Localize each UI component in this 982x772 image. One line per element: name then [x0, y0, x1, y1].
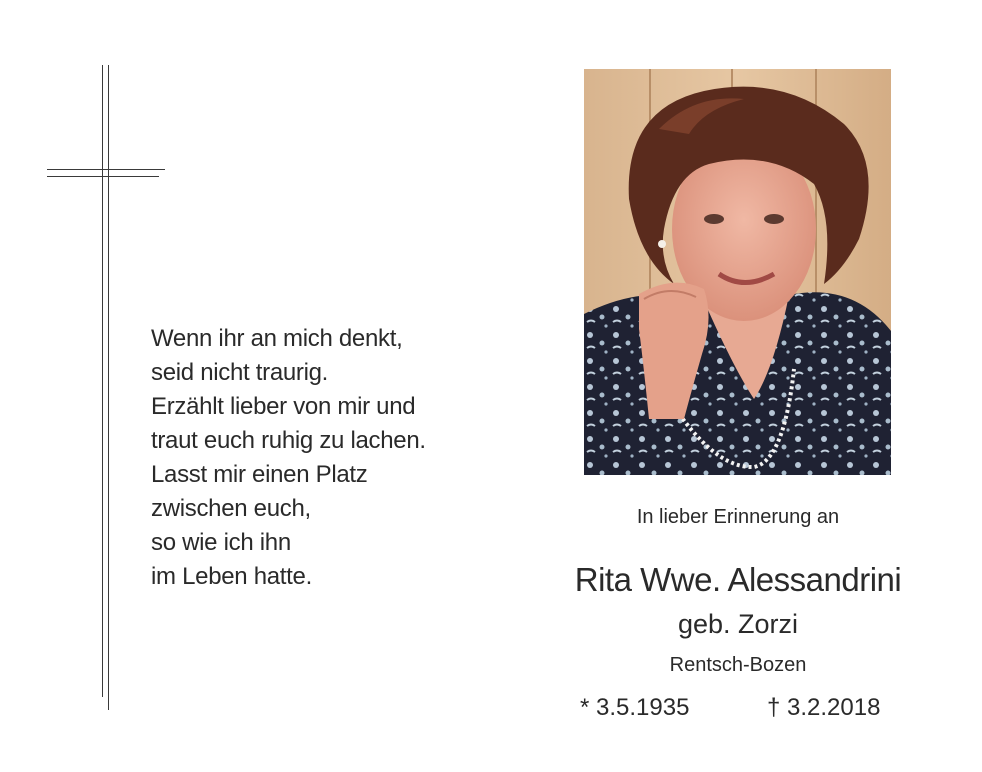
cross-horizontal-line: [47, 169, 165, 170]
birth-date: * 3.5.1935: [580, 694, 690, 721]
poem-line: im Leben hatte.: [151, 563, 312, 590]
memory-caption: In lieber Erinnerung an: [636, 506, 840, 528]
memorial-poem: [151, 322, 481, 594]
cross-vertical-line: [102, 65, 103, 697]
place-of-residence: Rentsch-Bozen: [669, 654, 807, 676]
poem-line: Wenn ihr an mich denkt,: [151, 325, 403, 352]
portrait-photo: [584, 69, 891, 475]
poem-line: seid nicht traurig.: [151, 359, 329, 386]
poem-line: Lasst mir einen Platz: [151, 461, 368, 488]
deceased-name: Rita Wwe. Alessandrini: [574, 561, 902, 598]
death-date: † 3.2.2018: [767, 694, 881, 721]
poem-line: traut euch ruhig zu lachen.: [151, 427, 426, 454]
cross-horizontal-line: [47, 176, 159, 177]
cross-vertical-line: [108, 65, 109, 710]
poem-line: so wie ich ihn: [151, 529, 291, 556]
maiden-name: geb. Zorzi: [677, 609, 799, 639]
poem-line: Erzählt lieber von mir und: [151, 393, 416, 420]
poem-line: zwischen euch,: [151, 495, 311, 522]
